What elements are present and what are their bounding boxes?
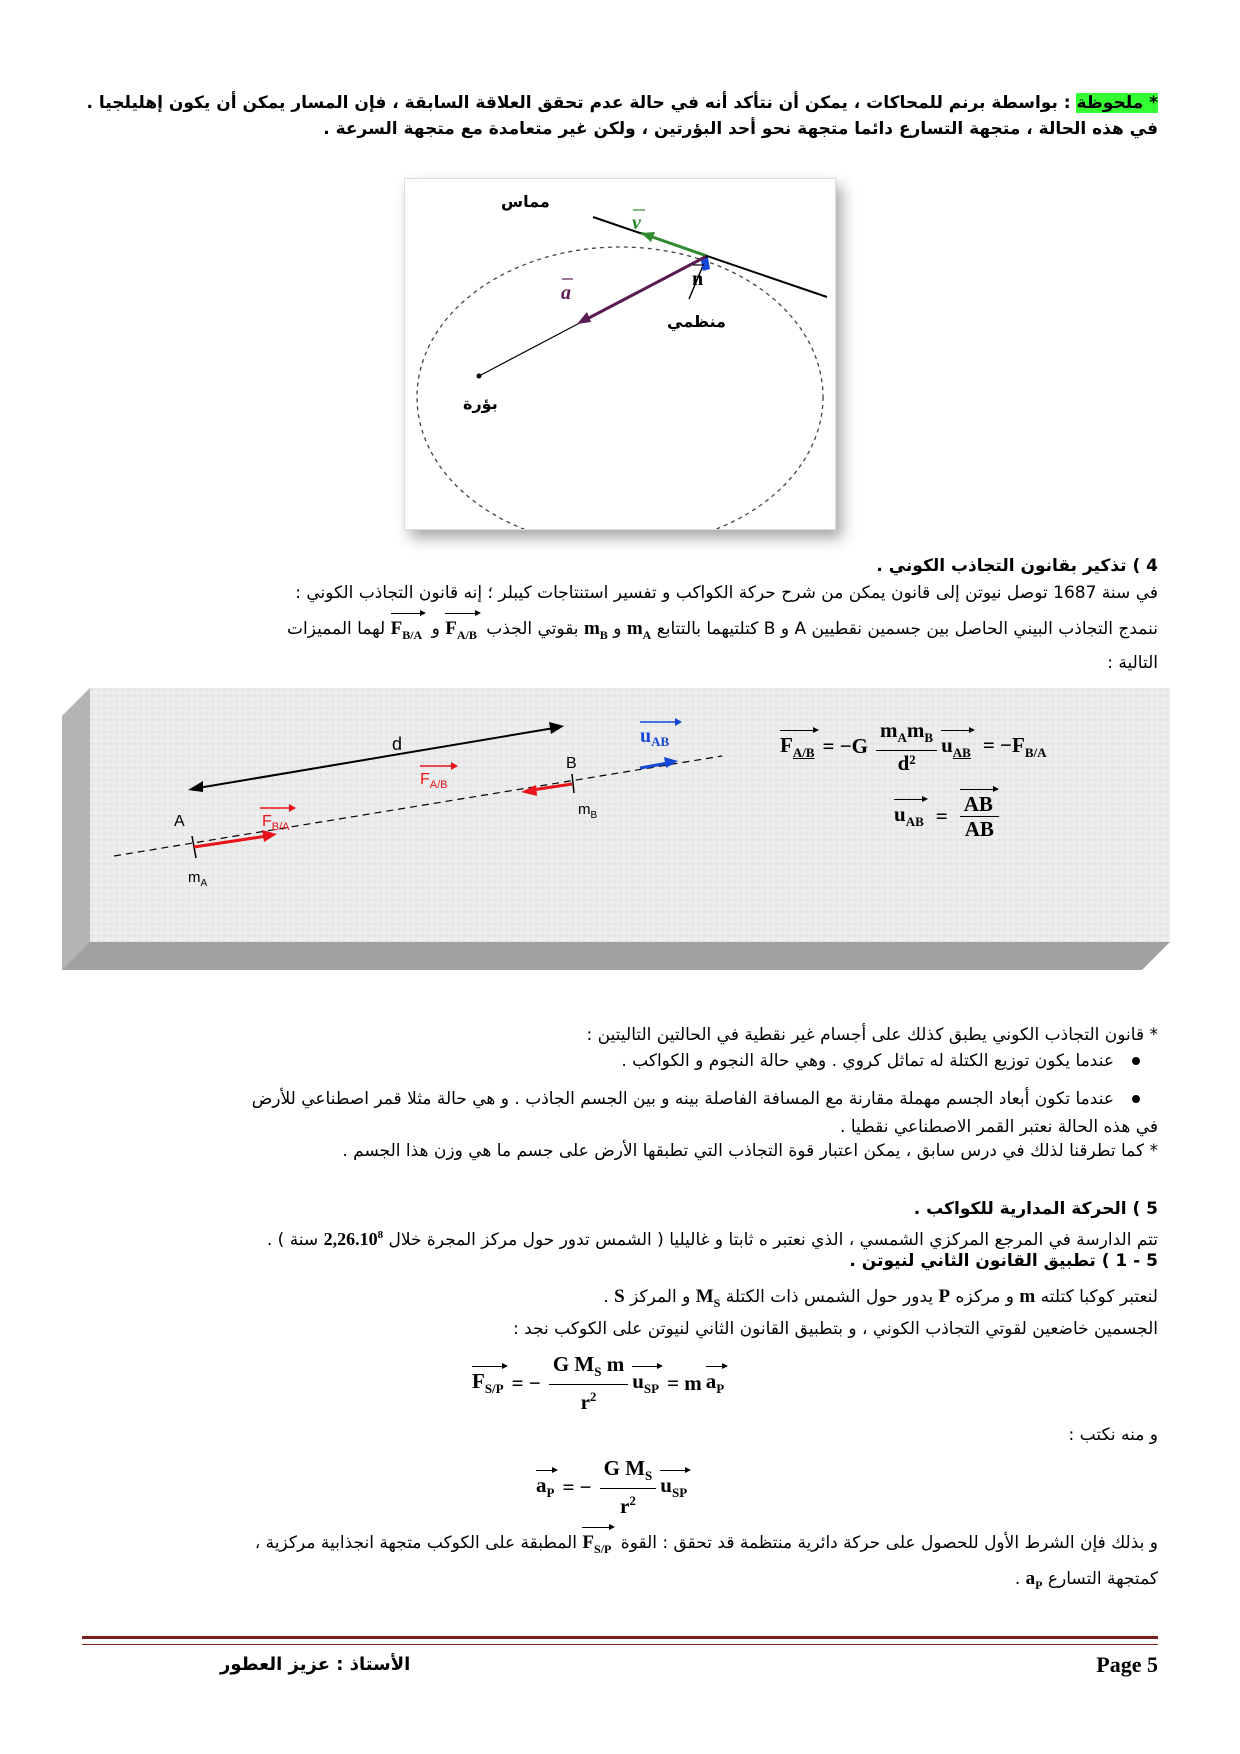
mass-B-label: $m_B$ [578,801,598,821]
eqA-fraction: $\frac{G M_S}{r^2}$ [600,1456,657,1518]
footer-rule [82,1636,1158,1645]
planet-center-symbol: P [938,1286,951,1307]
section4-line-2: ننمدج التجاذب البيني الحاصل بين جسمين نقطيين A و B كتلتيهما بالتتابع $m_A$ و $m_B$ بقوتي الجذب $F_{A/B}$ و $F_{B/A}$ لهما المميزات [82,616,1158,648]
nonpoint-bullet-2: عندما تكون أبعاد الجسم مهملة مقارنة مع المسافة الفاصلة بينه و بين الجسم الجاذب . و هي حالة مثلا قمر اصطناعي للأرض [82,1086,1140,1112]
eq1-fraction: $\frac{m_Am_B}{\text{d²}}$ [876,718,937,775]
section5-line-2: لنعتبر كوكبا كتلته m و مركزه P يدور حول الشمس ذات الكتلة $M_S$ و المركز S . [82,1284,1158,1316]
eqF-equals: = − [511,1370,541,1395]
bullet-dot [1132,1095,1140,1103]
eqF-force: $F_{S/P}$ [472,1369,508,1397]
planet-mass-symbol: m [1019,1286,1036,1307]
nonpoint-bullet-1: عندما يكون توزيع الكتلة له تماثل كروي . وهي حالة النجوم و الكواكب . [82,1048,1140,1074]
eqA-unit-vector: $u_{SP}$ [660,1473,691,1501]
eqA-equals: = − [562,1474,592,1499]
gravitation-equation [780,718,1047,775]
eq2-fraction: $\frac{AB}{AB}$ [960,792,999,841]
section4-line-1: في سنة 1687 توصل نيوتن إلى قانون يمكن من شرح حركة الكواكب و تفسير استنتاجات كيبلر ؛ إنه قانون التجاذب الكوني : [295,583,1158,603]
acceleration-label: a [561,282,571,304]
ellipse-diagram [405,179,835,529]
orbit-ellipse [417,247,823,529]
section4-line-3: التالية : [1107,653,1158,673]
svg-text:FB/A: $F_{B/A}$ [262,813,290,833]
eqF-fraction: $\frac{G M_S m}{r^2}$ [549,1352,628,1414]
normal-label: منظمي [667,312,726,331]
note-line-1 [82,90,1158,116]
svg-text:uAB: $u_{AB}$ [640,725,670,749]
force-AB-symbol: $F_{A/B}$ [445,616,481,648]
eq2-unit-vector: $u_{AB}$ [894,802,928,830]
section5-line-6: كمتجهة التسارع $a_P$ . [82,1566,1158,1598]
bullet-dot [1132,1057,1140,1065]
section5-1-title: 5 - 1 ) تطبيق القانون الثاني لنيوتن . [849,1251,1158,1271]
note-label: * ملحوظة [1076,93,1158,113]
eq1-minus-G: = −G [822,734,869,759]
note-text-1: : بواسطة برنم للمحاكات ، يمكن أن نتأكد أنه في حالة عدم تحقق العلاقة السابقة ، فإن المسار يمكن أن يكون إهليلجيا . [86,93,1077,113]
footer-page-number: Page 5 [1096,1652,1158,1677]
focus-label: بؤرة [463,394,498,413]
mass-A-symbol: $m_A$ [626,618,652,642]
panel-left-edge [62,688,90,970]
nonpoint-line-1: * قانون التجاذب الكوني يطبق كذلك على أجسام غير نقطية في الحالتين التاليتين : [586,1025,1158,1045]
section4-title: 4 ) تذكير بقانون التجاذب الكوني . [876,556,1158,576]
velocity-arrowhead [641,232,655,242]
eq2-equals: = [935,804,948,828]
panel-bottom-edge [62,942,1170,970]
footer-teacher: الأستاذ : عزيز العطور [220,1654,411,1675]
unit-vector-equation [894,792,1003,841]
force-diagram-panel [62,688,1170,970]
velocity-label: v [632,212,641,234]
section5-line-3: الجسمين خاضعين لقوتي التجاذب الكوني ، و بتطبيق القانون الثاني لنيوتن على الكوكب نجد : [513,1319,1158,1339]
section5-line-5: و بذلك فإن الشرط الأول للحصول على حركة دائرية منتظمة قد تحقق : القوة $F_{S/P}$ المطبقة على الكوكب متجهة انجذابية مركزية ، [82,1530,1158,1562]
line5-force-symbol: $F_{S/P}$ [582,1530,615,1562]
acceleration-arrow [585,256,707,320]
ellipse-figure [404,178,836,530]
eqA-acceleration: $a_P$ [536,1473,558,1501]
focus-point [477,374,482,379]
eqF-acceleration: $a_P$ [706,1369,728,1397]
tangent-label: مماس [501,192,550,211]
tangent-line [593,217,827,297]
note-line-2: في هذه الحالة ، متجهة التسارع دائما متجهة نحو أحد البؤرتين ، ولكن غير متعامدة مع متجهة السرعة . [323,119,1158,139]
distance-label: d [392,734,403,754]
mass-B-symbol: $m_B$ [583,618,608,642]
nonpoint-line-4: في هذه الحالة نعتبر القمر الاصطناعي نقطيا . [840,1117,1158,1137]
eqF-m: = m [667,1370,702,1395]
eq1-unit-vector: $u_{AB}$ [941,733,975,761]
section5-line-1: تتم الدارسة في المرجع المركزي الشمسي ، الذي نعتبر ه ثابتا و غاليليا ( الشمس تدور حول مركز المجرة خلال 2,26.10$^8$ سنة ) . [82,1222,1158,1253]
eq1-force-AB: $F_{A/B}$ [780,733,819,761]
section5-title: 5 ) الحركة المدارية للكواكب . [913,1199,1158,1219]
point-A-label: A [174,813,185,830]
svg-text:FA/B: $F_{A/B}$ [420,771,448,791]
normal-vector-label: n [692,268,704,290]
galaxy-period-value: 2,26.10$^8$ [323,1229,384,1249]
sun-center-symbol: S [614,1286,625,1307]
eq1-force-BA: = $-F_{B/A}$ [982,732,1047,760]
point-B-label: B [566,755,577,772]
nonpoint-line-5: * كما تطرقنا لذلك في درس سابق ، يمكن اعتبار قوة التجاذب التي تطبقها الأرض على جسم ما هي وزن هذا الجسم . [342,1141,1158,1161]
section5-line-4: و منه نكتب : [1068,1425,1158,1445]
acceleration-equation [536,1456,691,1518]
eqF-unit-vector: $u_{SP}$ [632,1369,663,1397]
newton-second-law-equation [472,1352,728,1414]
mass-A-label: $m_A$ [188,869,208,889]
acceleration-arrowhead [577,312,591,324]
line6-acceleration-symbol: $a_P$ [1025,1568,1043,1592]
sun-mass-symbol: $M_S$ [695,1286,721,1310]
force-BA-symbol: $F_{B/A}$ [391,616,427,648]
